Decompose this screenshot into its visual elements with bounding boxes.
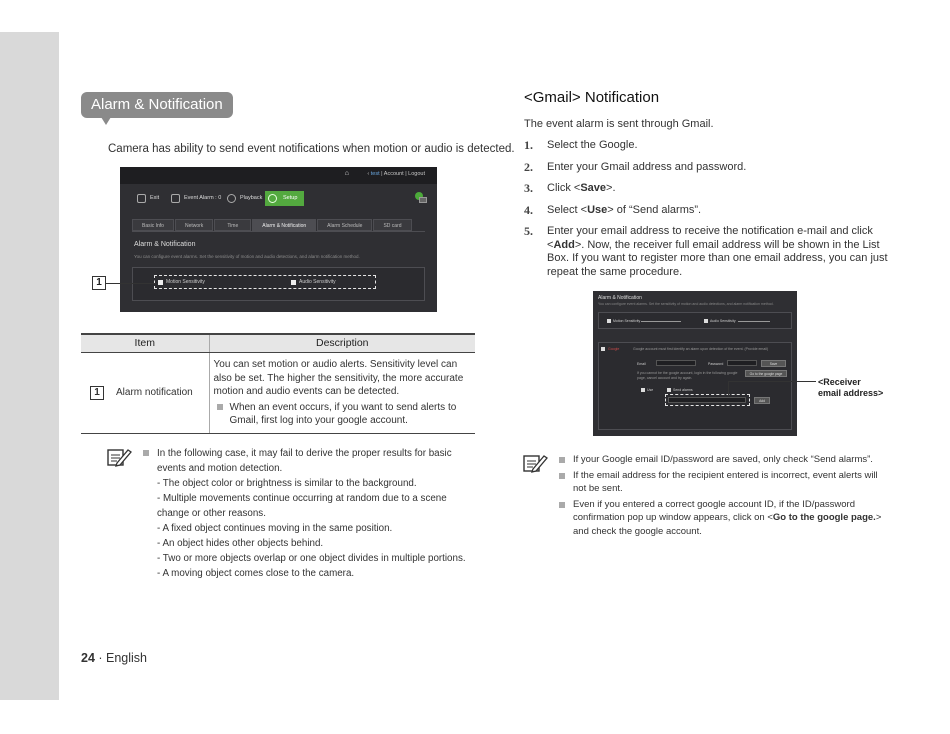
screenshot-gmail-settings <box>593 291 797 436</box>
alarm-icon <box>171 194 180 203</box>
tab-alarm-notification: Alarm & Notification <box>252 219 316 231</box>
screenshot2-title: Alarm & Notification <box>598 295 642 301</box>
save-button: Save <box>761 360 786 367</box>
description-cell <box>209 352 475 433</box>
table-row <box>81 352 475 433</box>
send-alarms-checkbox <box>667 388 671 392</box>
item-number: 1 <box>90 386 104 400</box>
note-item: - A moving object comes close to the camera. <box>157 568 355 579</box>
header-item: Item <box>81 334 209 352</box>
user-link: test <box>370 171 380 177</box>
description-text: You can set motion or audio alerts. Sensitivity level can also be set. The higher the sensitivity, the more accurate motion and audio events can be detected. <box>213 359 464 398</box>
screenshot-title: Alarm & Notification <box>134 241 196 248</box>
goto-google-button: Go to the google page <box>745 370 787 377</box>
tabs-divider <box>132 231 425 232</box>
google-checkbox <box>601 347 605 351</box>
google-logo: Google <box>608 347 620 351</box>
note-icon <box>107 447 133 467</box>
note-item: If your Google email ID/password are saved, only check “Send alarms”. <box>557 453 892 467</box>
note-item: - A fixed object continues moving in the same position. <box>157 523 393 534</box>
screenshot-desc: You can configure event alarms. Set the sensitivity of motion and audio detections, and alarm notification method. <box>134 254 360 259</box>
send-alarms-label: Send alarms <box>673 388 693 392</box>
use-label: Use <box>647 388 654 392</box>
google-panel <box>598 342 792 430</box>
intro-text: Camera has ability to send event notifications when motion or audio is detected. <box>108 143 515 155</box>
email-input <box>656 360 696 366</box>
callout-number: 1 <box>92 276 106 290</box>
password-input <box>727 360 757 366</box>
home-icon: ⌂ <box>344 170 349 177</box>
description-bullet: When an event occurs, if you want to send alerts to Gmail, first log into your google account. <box>230 401 472 428</box>
receiver-label: <Receiver email address> <box>818 377 884 398</box>
account-link: Account <box>383 171 404 177</box>
exit-icon <box>137 194 146 203</box>
setup-button: Setup <box>265 191 304 206</box>
play-icon <box>227 194 236 203</box>
receiver-pointer-line <box>728 381 729 396</box>
audio-slider <box>738 321 770 322</box>
motion-checkbox <box>607 319 611 323</box>
tab-sd-card: SD card <box>373 219 411 231</box>
page-number: 24 <box>81 651 95 665</box>
header-description: Description <box>209 334 475 352</box>
note-item: - The object color or brightness is similar to the background. <box>157 478 417 489</box>
receiver-pointer-line <box>728 381 816 382</box>
screenshot2-desc: You can configure event alarms. Set the sensitivity of motion and audio detections, and alarm notification method. <box>598 302 774 306</box>
step-item: 5. Enter your email address to receive the notification e-mail and click <Add>. Now, the receiver full email address will be shown in the List Box. If you want to register more than one email address, you can just repeat the same procedure. <box>524 224 888 278</box>
email-label: Email <box>637 362 646 366</box>
gmail-heading: <Gmail> Notification <box>524 89 660 106</box>
monitor-icon <box>419 197 427 203</box>
exit-button: Exit <box>134 191 159 206</box>
receiver-email-input <box>668 397 746 403</box>
motion-label: Motion Sensitivity <box>613 319 641 323</box>
note-item: If the email address for the recipient entered is incorrect, event alerts will not be sent. <box>557 469 892 496</box>
item-name: Alarm notification <box>116 386 193 398</box>
description-table <box>81 333 475 434</box>
motion-sensitivity-option: Motion Sensitivity <box>158 279 205 285</box>
note-icon <box>523 453 549 473</box>
item-cell <box>81 352 209 433</box>
steps-list <box>524 139 894 287</box>
page-language: English <box>106 651 148 665</box>
audio-label: Audio Sensitivity <box>710 319 736 323</box>
google-desc: Google account must first identify an alarm upon detection of the event. (Provide email) <box>633 347 769 351</box>
note-item: - Two or more objects overlap or one object divides in multiple portions. <box>157 553 466 564</box>
section-tab-pointer <box>101 117 111 125</box>
screenshot-toplinks: ‹ test | Account | Logout <box>367 171 425 177</box>
tab-alarm-schedule: Alarm Schedule <box>317 219 372 231</box>
gear-icon <box>268 194 277 203</box>
logout-link: Logout <box>408 171 425 177</box>
audio-sensitivity-option: Audio Sensitivity <box>291 279 336 285</box>
add-button: Add <box>754 397 770 404</box>
screenshot-alarm-settings <box>120 167 437 312</box>
step-item: 4. Select <Use> of “Send alarms”. <box>524 202 702 217</box>
settings-tabs <box>132 219 413 231</box>
tab-time: Time <box>214 219 251 231</box>
gmail-intro: The event alarm is sent through Gmail. <box>524 118 714 130</box>
section-tab: Alarm & Notification <box>81 92 233 118</box>
password-label: Password <box>708 362 724 366</box>
tab-basic-info: Basic Info <box>132 219 174 231</box>
callout-line <box>106 283 156 284</box>
note-lead: In the following case, it may fail to derive the proper results for basic events and motion detection. <box>141 446 471 476</box>
step-item: 2. Enter your Gmail address and password. <box>524 159 747 174</box>
playback-button: Playback <box>224 191 262 206</box>
audio-checkbox <box>704 319 708 323</box>
use-checkbox <box>641 388 645 392</box>
motion-slider <box>641 321 681 322</box>
note-item: - Multiple movements continue occurring at random due to a scene change or other reasons. <box>157 493 447 519</box>
google-hint: If you cannot be the google account, login in the following google page, cancel account and try again. <box>637 371 738 380</box>
tab-network: Network <box>175 219 213 231</box>
step-item: 1. Select the Google. <box>524 138 638 152</box>
note-item: Even if you entered a correct google account ID, if the ID/password confirmation pop up window appears, click on <Go to the google page.> and check the google account. <box>557 498 892 539</box>
step-item: 3. Click <Save>. <box>524 181 616 195</box>
event-alarm-button: Event Alarm : 0 <box>168 191 221 206</box>
note-right <box>557 453 892 538</box>
note-left <box>141 446 471 581</box>
page-footer: 24 · English <box>81 651 148 665</box>
note-item: - An object hides other objects behind. <box>157 538 324 549</box>
page-side-strip <box>0 32 59 700</box>
